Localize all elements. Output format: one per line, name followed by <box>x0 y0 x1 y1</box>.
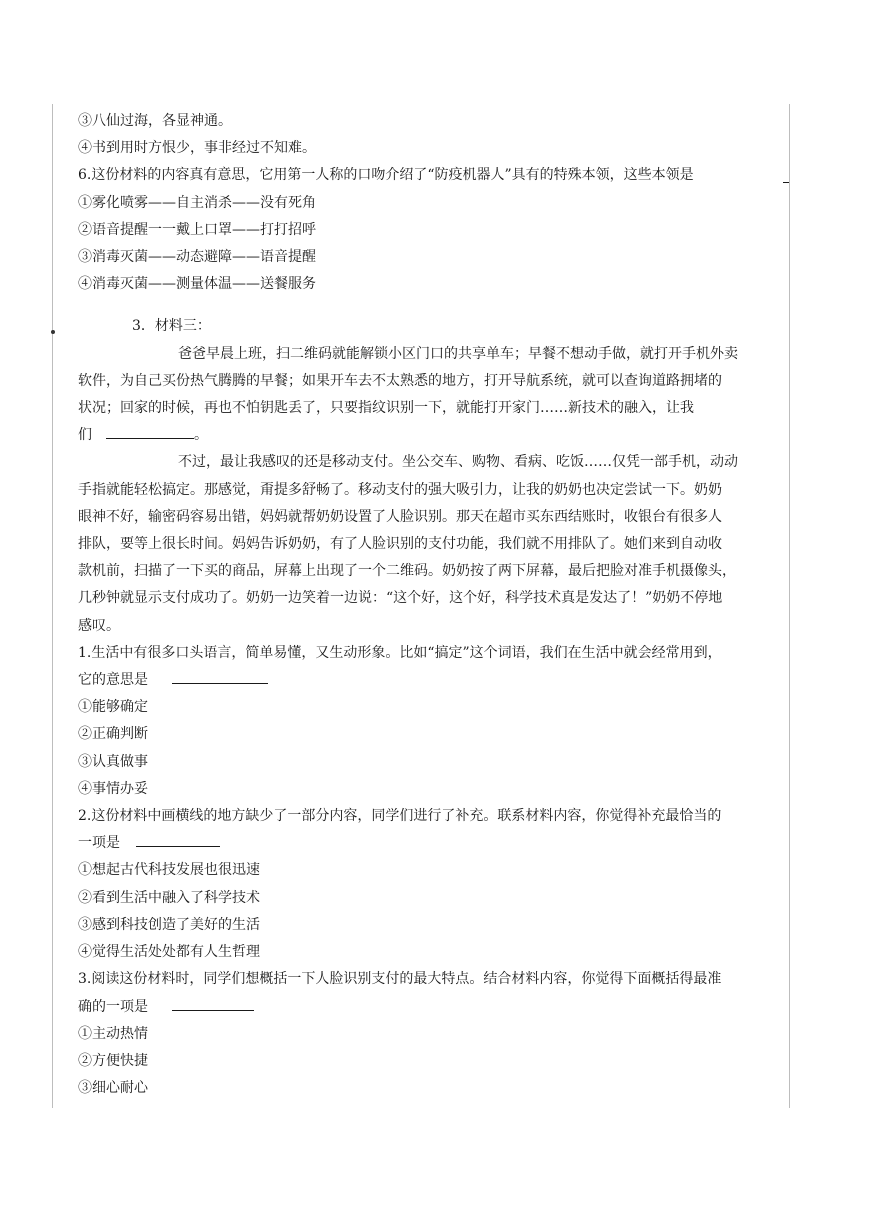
material3-p2-line6: 几秒钟就显示支付成功了。奶奶一边笑着一边说：“这个好，这个好，科学技术真是发达了！”奶奶不停地 <box>78 590 723 607</box>
q1-option-1: ①能够确定 <box>78 699 148 716</box>
q5-option-3: ③八仙过海，各显神通。 <box>78 113 232 129</box>
q3-option-3: ③细心耐心 <box>78 1080 148 1097</box>
q6-option-4: ④消毒灭菌——测量体温——送餐服务 <box>78 276 316 293</box>
q1-stem-line1: 1.生活中有很多口头语言，简单易懂，又生动形象。比如“搞定”这个词语，我们在生活中就会经常用到， <box>78 644 722 661</box>
q2-stem-line2 <box>78 830 790 857</box>
material3-p2-line7: 感叹。 <box>78 617 120 634</box>
answer-blank-q1[interactable] <box>172 669 268 684</box>
q2-option-2: ②看到生活中融入了科学技术 <box>78 889 260 906</box>
q6-option-3: ③消毒灭菌——动态避障——语音提醒 <box>78 249 316 266</box>
material3-p2-line4: 排队，要等上很长时间。妈妈告诉奶奶，有了人脸识别的支付功能，我们就不用排队了。她们来到自动收 <box>78 536 722 553</box>
q2-stem-text: 一项是 <box>78 835 120 852</box>
q2-option-3: ③感到科技创造了美好的生活 <box>78 916 260 933</box>
material3-p1-line4-end: 。 <box>194 427 208 444</box>
material3-p1-line4 <box>78 422 790 449</box>
material3-p2-line3: 眼神不好，输密码容易出错，妈妈就帮奶奶设置了人脸识别。那天在超市买东西结账时，收银台有很多人 <box>78 508 722 525</box>
material3-p1-line3: 状况；回家的时候，再也不怕钥匙丢了，只要指纹识别一下，就能打开家门……新技术的融入，让我 <box>78 400 694 417</box>
q6-stem: 6.这份材料的内容真有意思，它用第一人称的口吻介绍了“防疫机器人”具有的特殊本领，这些本领是 <box>78 167 694 184</box>
q1-stem-text: 它的意思是 <box>78 672 148 689</box>
q3-stem-line1: 3.阅读这份材料时，同学们想概括一下人脸识别支付的最大特点。结合材料内容，你觉得下面概括得最准 <box>78 971 722 988</box>
left-border-line <box>52 104 53 1108</box>
q6-option-1: ①雾化喷雾——自主消杀——没有死角 <box>78 194 316 211</box>
q3-option-2: ②方便快捷 <box>78 1052 148 1069</box>
q1-option-4: ④事情办妥 <box>78 780 148 797</box>
material3-p2-line2: 手指就能轻松搞定。那感觉，甭提多舒畅了。移动支付的强大吸引力，让我的奶奶也决定尝试一下。奶奶 <box>78 481 722 498</box>
document-body <box>78 108 790 1102</box>
list-bullet <box>51 330 55 334</box>
q2-option-4: ④觉得生活处处都有人生哲理 <box>78 944 260 961</box>
material3-p1-line4-start: 们 <box>78 427 92 444</box>
material3-heading: 3．材料三： <box>132 318 211 335</box>
q1-option-3: ③认真做事 <box>78 753 148 770</box>
answer-blank-q2[interactable] <box>136 832 220 847</box>
material3-p2-line5: 款机前，扫描了一下买的商品，屏幕上出现了一个二维码。奶奶按了两下屏幕，最后把脸对准手机摄像头， <box>78 563 736 580</box>
material3-p1-line2: 软件，为自己买份热气腾腾的早餐；如果开车去不太熟悉的地方，打开导航系统，就可以查询道路拥堵的 <box>78 372 722 389</box>
q3-stem-line2 <box>78 994 790 1021</box>
q3-option-1: ①主动热情 <box>78 1025 148 1042</box>
q1-stem-line2 <box>78 667 790 694</box>
q5-option-4: ④书到用时方恨少，事非经过不知难。 <box>78 140 316 157</box>
q2-stem-line1: 2.这份材料中画横线的地方缺少了一部分内容，同学们进行了补充。联系材料内容，你觉得补充最恰当的 <box>78 808 722 825</box>
answer-blank-q3[interactable] <box>172 996 254 1011</box>
q1-option-2: ②正确判断 <box>78 726 148 743</box>
q3-stem-text: 确的一项是 <box>78 998 148 1015</box>
answer-blank-material3[interactable] <box>106 424 194 439</box>
material3-p2-line1: 不过，最让我感叹的还是移动支付。坐公交车、购物、看病、吃饭……仅凭一部手机，动动 <box>178 454 738 471</box>
q6-option-2: ②语音提醒一一戴上口罩——打打招呼 <box>78 221 316 238</box>
material3-p1-line1: 爸爸早晨上班，扫二维码就能解锁小区门口的共享单车；早餐不想动手做，就打开手机外卖 <box>178 345 738 362</box>
q2-option-1: ①想起古代科技发展也很迅速 <box>78 862 260 879</box>
